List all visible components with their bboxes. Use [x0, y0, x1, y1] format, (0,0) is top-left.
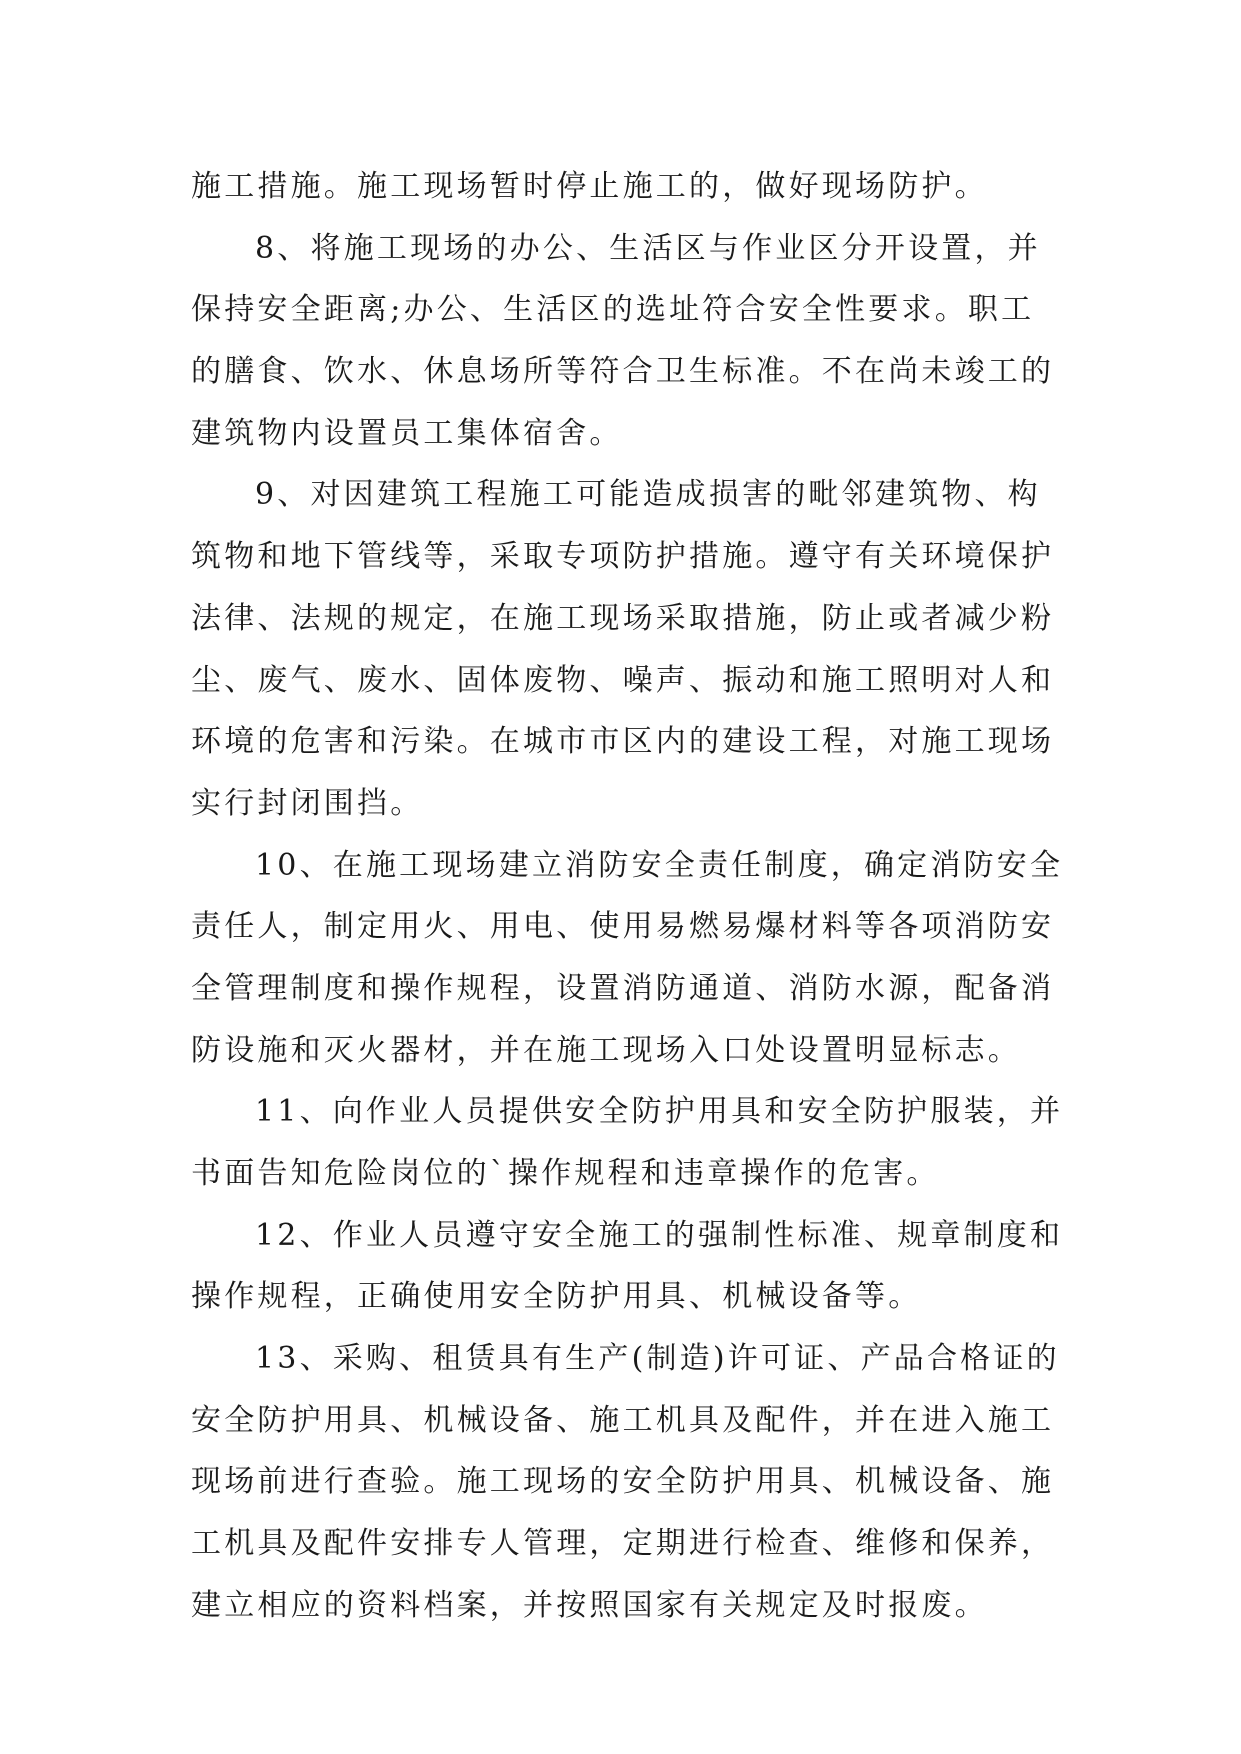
- text-line: 实行封闭围挡。: [191, 785, 424, 821]
- text-line: 建筑物内设置员工集体宿舍。: [191, 415, 623, 451]
- text-line: 书面告知危险岗位的`操作规程和违章操作的危害。: [191, 1156, 940, 1191]
- text-line: 全管理制度和操作规程，设置消防通道、消防水源，配备消: [191, 970, 1055, 1006]
- text-line: 13、采购、租赁具有生产(制造)许可证、产品合格证的: [255, 1341, 1060, 1377]
- text-line: 尘、废气、废水、固体废物、噪声、振动和施工照明对人和: [191, 662, 1055, 698]
- text-line: 11、向作业人员提供安全防护用具和安全防护服装，并: [255, 1094, 1064, 1130]
- text-line: 责任人，制定用火、用电、使用易燃易爆材料等各项消防安: [191, 909, 1055, 945]
- text-line: 12、作业人员遵守安全施工的强制性标准、规章制度和: [255, 1217, 1064, 1253]
- text-line: 现场前进行查验。施工现场的安全防护用具、机械设备、施: [191, 1464, 1055, 1500]
- text-line: 法律、法规的规定，在施工现场采取措施，防止或者减少粉: [191, 600, 1055, 636]
- text-line: 防设施和灭火器材，并在施工现场入口处设置明显标志。: [191, 1032, 1021, 1068]
- text-line: 10、在施工现场建立消防安全责任制度，确定消防安全: [255, 847, 1064, 883]
- text-line: 建立相应的资料档案，并按照国家有关规定及时报废。: [191, 1587, 988, 1623]
- text-line: 8、将施工现场的办公、生活区与作业区分开设置，并: [255, 230, 1041, 266]
- text-line: 9、对因建筑工程施工可能造成损害的毗邻建筑物、构: [255, 477, 1041, 513]
- text-line: 保持安全距离;办公、生活区的选址符合安全性要求。职工: [191, 292, 1035, 328]
- document-body: [191, 156, 1064, 1637]
- text-line: 操作规程，正确使用安全防护用具、机械设备等。: [191, 1279, 922, 1315]
- text-line: 施工措施。施工现场暂时停止施工的，做好现场防护。: [191, 169, 988, 204]
- text-line: 环境的危害和污染。在城市市区内的建设工程，对施工现场: [191, 724, 1055, 760]
- text-line: 筑物和地下管线等，采取专项防护措施。遵守有关环境保护: [191, 539, 1055, 575]
- text-line: 工机具及配件安排专人管理，定期进行检查、维修和保养，: [191, 1526, 1055, 1562]
- text-line: 的膳食、饮水、休息场所等符合卫生标准。不在尚未竣工的: [191, 354, 1055, 390]
- text-line: 安全防护用具、机械设备、施工机具及配件，并在进入施工: [191, 1402, 1055, 1438]
